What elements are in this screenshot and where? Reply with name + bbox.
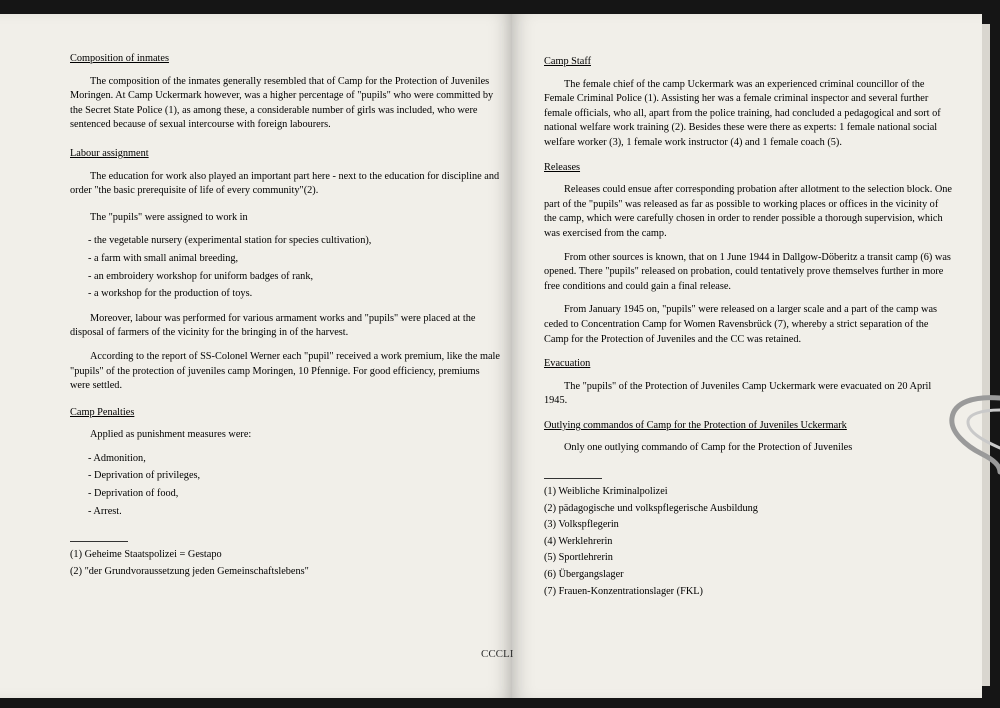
section-composition: [70, 52, 502, 133]
page-edge: [982, 24, 990, 686]
footnote: (2) "der Grundvoraussetzung jeden Gemeinschaftslebens": [70, 565, 309, 577]
heading-penalties: Camp Penalties: [70, 406, 135, 418]
section-labour: [70, 147, 502, 394]
composition-paragraph: The composition of the inmates generally resembled that of Camp for the Protection of Juveniles Moringen. At Camp Uckermark however, was a higher percentage of "pupils" who were committed by the Secret State Police (1), as among these, a considerable number of girls was included, who were sentenced because of sexual intercourse with foreign labourers.: [70, 75, 494, 131]
penalties-list: [70, 452, 502, 519]
heading-outlying: Outlying commandos of Camp for the Protection of Juveniles Uckermark: [544, 419, 847, 431]
labour-paragraph-3: Moreover, labour was performed for various armament works and "pupils" were placed at the disposal of farmers of the vicinity for the bringing in of the harvest.: [70, 312, 476, 339]
list-item: - Deprivation of privileges,: [88, 470, 201, 482]
heading-labour: Labour assignment: [70, 147, 149, 159]
heading-composition: Composition of inmates: [70, 53, 169, 64]
footnote: (1) Geheime Staatspolizei = Gestapo: [70, 549, 222, 561]
list-item: - Arrest.: [88, 505, 122, 517]
footnote: (2) pädagogische und volkspflegerische Ausbildung: [544, 502, 758, 514]
list-item: - a farm with small animal breeding,: [88, 252, 239, 264]
section-evacuation: [544, 357, 952, 409]
paper-clip-icon: [940, 392, 1000, 492]
list-item: - the vegetable nursery (experimental station for species cultivation),: [88, 235, 372, 247]
footnotes-right: [544, 485, 952, 599]
labour-list: [70, 234, 502, 301]
labour-paragraph-1: The education for work also played an important part here - next to the education for discipline and order "the basic prerequisite of life of every community"(2).: [70, 170, 500, 197]
footnote: (5) Sportlehrerin: [544, 552, 613, 564]
list-item: - Deprivation of food,: [88, 488, 179, 500]
releases-paragraph-3: From January 1945 on, "pupils" were released on a larger scale and a part of the camp was ceded to Concentration Camp for Women Ravensbrück (7), whereby a strict separation of the Camp for the Protection of Juveniles and the CC was retained.: [544, 304, 938, 345]
heading-staff: Camp Staff: [544, 56, 591, 67]
labour-paragraph-2: The "pupils" were assigned to work in: [90, 211, 248, 223]
right-column: [544, 55, 952, 601]
left-column: [70, 52, 502, 581]
staff-paragraph: The female chief of the camp Uckermark was an experienced criminal councillor of the Female Criminal Police (1). Assisting her was a female criminal inspector and several further female officials, who all, apart from the police training, had concluded a pedagogical and sort of national welfare work training (2). Besides these were there as experts: 1 female national social welfare worker (3), 1 female work instructor (4) and 1 female coach (5).: [544, 78, 941, 148]
list-item: - an embroidery workshop for uniform badges of rank,: [88, 270, 314, 282]
list-item: - a workshop for the production of toys.: [88, 288, 253, 300]
list-item: - Admonition,: [88, 452, 146, 464]
footnote: (1) Weibliche Kriminalpolizei: [544, 486, 668, 498]
section-penalties: [70, 406, 502, 520]
page-number: CCCLI: [481, 648, 514, 660]
footnote: (7) Frauen-Konzentrationslager (FKL): [544, 585, 703, 597]
footnotes-left: [70, 548, 502, 579]
section-outlying: [544, 419, 952, 456]
footnote-rule: [70, 541, 128, 542]
penalties-paragraph: Applied as punishment measures were:: [90, 429, 252, 441]
footnote: (3) Volkspflegerin: [544, 519, 619, 531]
section-releases: [544, 161, 952, 348]
section-staff: [544, 55, 952, 151]
releases-paragraph-2: From other sources is known, that on 1 June 1944 in Dallgow-Döberitz a transit camp (6) was opened. There "pupils" released on probation, could tentatively prove themselves further in more free conditions and could gain a final release.: [544, 251, 951, 292]
outlying-paragraph: Only one outlying commando of Camp for the Protection of Juveniles: [564, 442, 853, 454]
heading-evacuation: Evacuation: [544, 358, 591, 370]
footnote: (6) Übergangslager: [544, 569, 624, 581]
heading-releases: Releases: [544, 161, 581, 173]
footnote-rule: [544, 478, 602, 479]
footnote: (4) Werklehrerin: [544, 535, 613, 547]
evacuation-paragraph: The "pupils" of the Protection of Juveniles Camp Uckermark were evacuated on 20 April 1945.: [544, 380, 932, 407]
releases-paragraph-1: Releases could ensue after corresponding probation after allotment to the selection block. One part of the "pupils" was released as far as possible to working places or offices in the vicinity of the camp, which were carefully chosen in order to render possible a thorough supervision, which was exercised from the camp.: [544, 184, 953, 239]
labour-paragraph-4: According to the report of SS-Colonel Werner each "pupil" received a work premium, like the male "pupils" of the protection of juveniles camp Moringen, 10 Pfennige. For good efficiency, premiums were settled.: [70, 350, 500, 392]
